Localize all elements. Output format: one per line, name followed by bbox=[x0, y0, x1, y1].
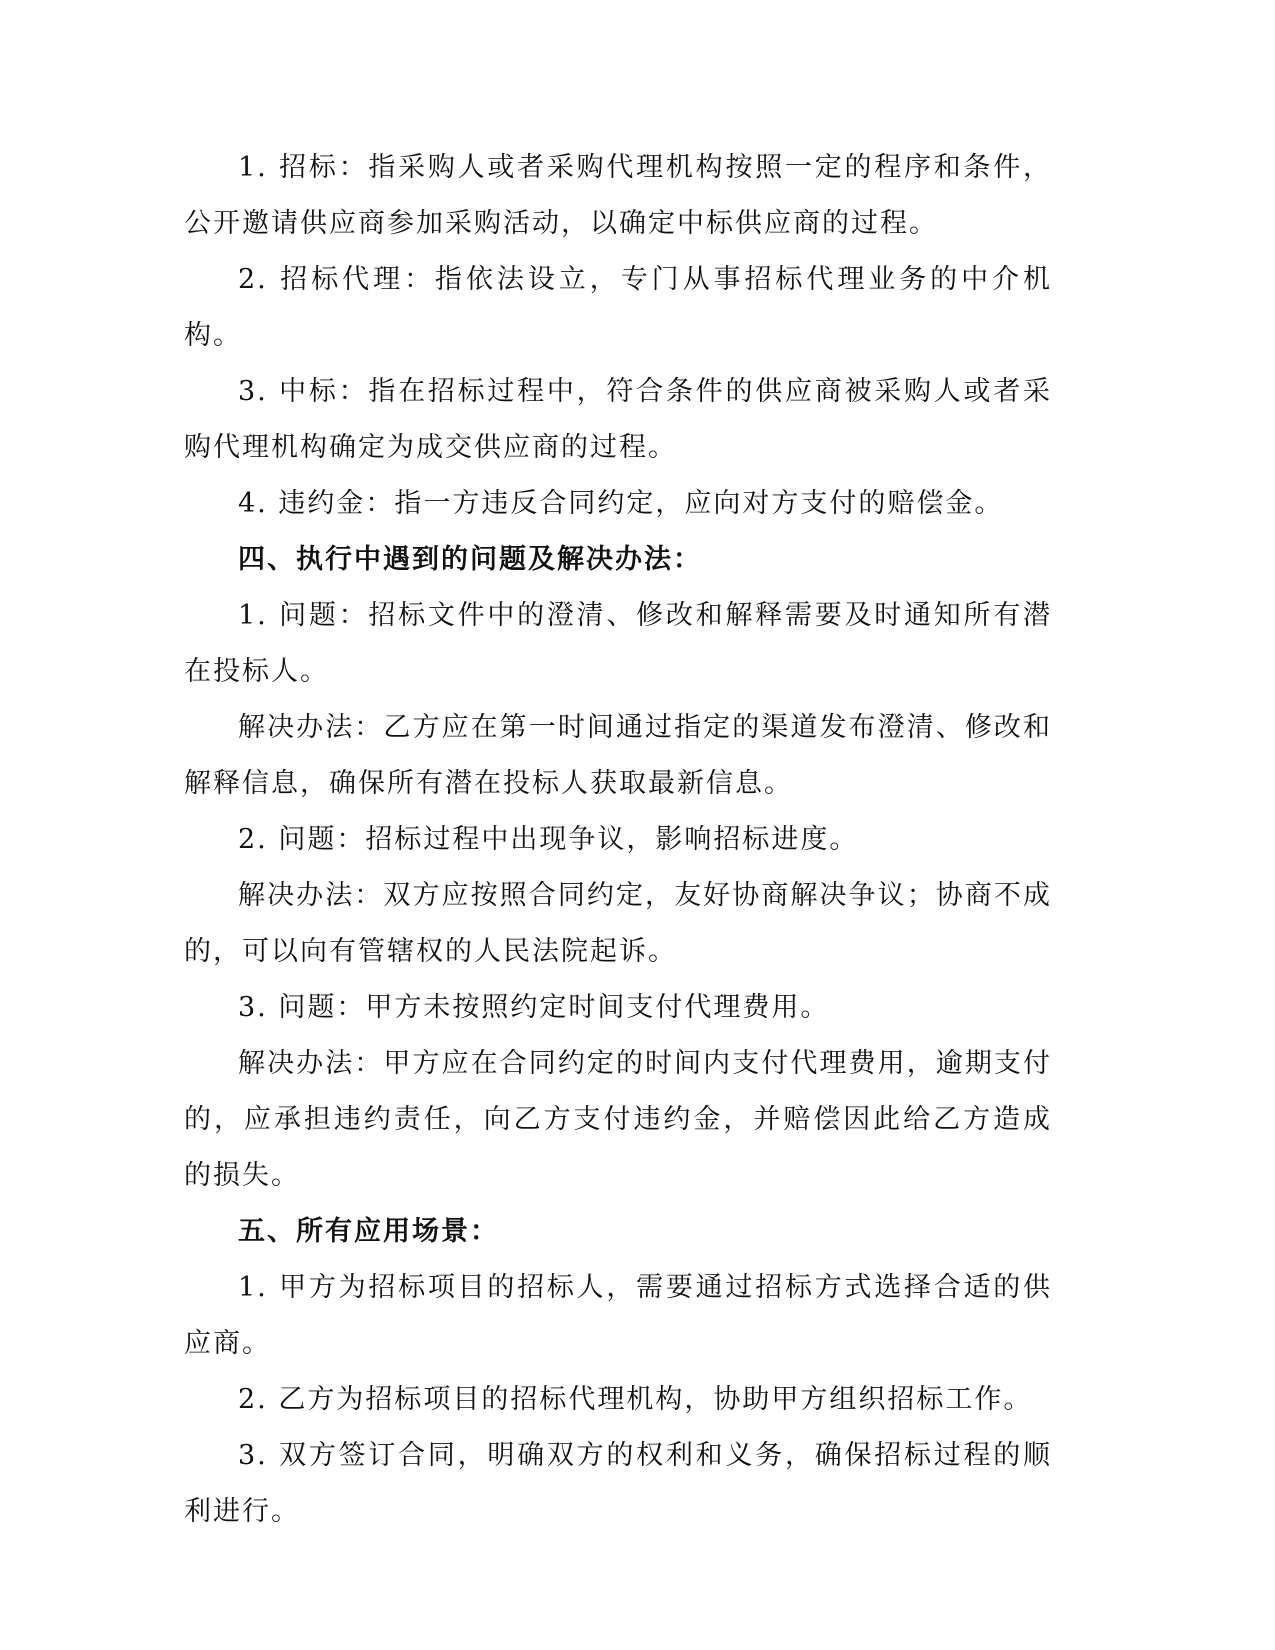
solution-3: 解决办法：甲方应在合同约定的时间内支付代理费用，逾期支付的，应承担违约责任，向乙方支付违约金，并赔偿因此给乙方造成的损失。 bbox=[184, 1048, 1052, 1191]
problem-3: 3. 问题：甲方未按照约定时间支付代理费用。 bbox=[238, 992, 830, 1023]
definition-bidding-agency: 2. 招标代理：指依法设立，专门从事招标代理业务的中介机构。 bbox=[184, 264, 1052, 351]
definition-winning-bid: 3. 中标：指在招标过程中，符合条件的供应商被采购人或者采购代理机构确定为成交供应商的过程。 bbox=[184, 376, 1052, 463]
definition-bidding: 1. 招标：指采购人或者采购代理机构按照一定的程序和条件，公开邀请供应商参加采购活动，以确定中标供应商的过程。 bbox=[184, 152, 1052, 239]
solution-1: 解决办法：乙方应在第一时间通过指定的渠道发布澄清、修改和解释信息，确保所有潜在投标人获取最新信息。 bbox=[184, 712, 1052, 799]
scenario-1: 1. 甲方为招标项目的招标人，需要通过招标方式选择合适的供应商。 bbox=[184, 1272, 1052, 1359]
problem-1: 1. 问题：招标文件中的澄清、修改和解释需要及时通知所有潜在投标人。 bbox=[184, 600, 1052, 687]
solution-2: 解决办法：双方应按照合同约定，友好协商解决争议；协商不成的，可以向有管辖权的人民法院起诉。 bbox=[184, 880, 1052, 967]
problem-2: 2. 问题：招标过程中出现争议，影响招标进度。 bbox=[238, 824, 859, 855]
section-heading-scenarios: 五、所有应用场景： bbox=[238, 1216, 499, 1247]
section-heading-problems: 四、执行中遇到的问题及解决办法： bbox=[238, 544, 702, 575]
scenario-2: 2. 乙方为招标项目的招标代理机构，协助甲方组织招标工作。 bbox=[238, 1384, 1033, 1415]
definition-penalty: 4. 违约金：指一方违反合同约定，应向对方支付的赔偿金。 bbox=[238, 488, 1004, 519]
document-body bbox=[184, 140, 1052, 1540]
scenario-3: 3. 双方签订合同，明确双方的权利和义务，确保招标过程的顺利进行。 bbox=[184, 1440, 1052, 1527]
